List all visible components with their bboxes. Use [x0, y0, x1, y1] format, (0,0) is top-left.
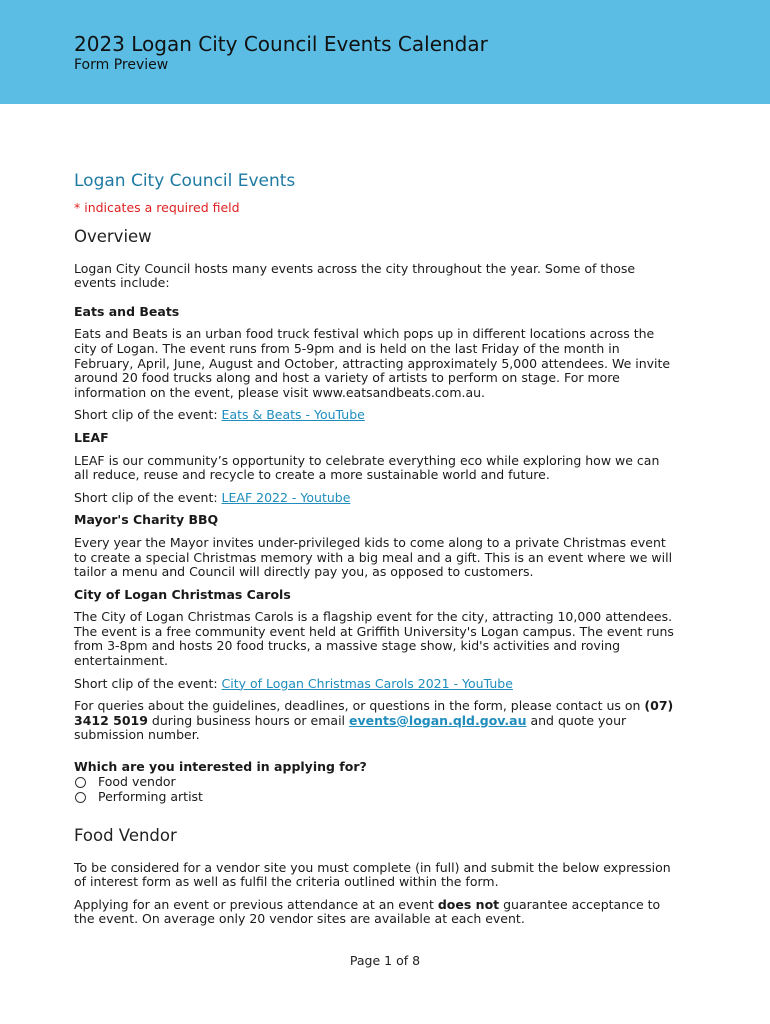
clip-prefix: Short clip of the event: — [74, 675, 222, 691]
para-text: guarantee acceptance to the event. On average only 20 vendor sites are available at each event. — [74, 896, 661, 927]
eats-body: Eats and Beats is an urban food truck festival which pops up in different locations across the city of Logan. The event runs from 5-9pm and is held on the last Friday of the month in February, April, June, August and October, attracting approximately 5,000 attendees. We invite around 20 food trucks along and host a variety of artists to perform on stage. For more information on the event, please visit www.eatsandbeats.com.au. — [74, 326, 671, 400]
contact-text: and quote your submission number. — [74, 712, 627, 743]
contact-phone: (07) 3412 5019 — [74, 698, 674, 728]
bbq-body: Every year the Mayor invites under-privileged kids to come along to a private Christmas event to create a special Christmas memory with a big meal and a gift. This is an event where we will tailor a menu and Council will directly pay you, as opposed to customers. — [74, 534, 673, 580]
clip-prefix: Short clip of the event: — [74, 489, 222, 505]
carols-body: The City of Logan Christmas Carols is a flagship event for the city, attracting 10,000 attendees. The event is a free community event held at Griffith University's Logan campus. The event runs from 3-8pm and hosts 20 food trucks, a massive stage show, kid's activities and roving entertainment. — [74, 609, 674, 669]
contact-text: For queries about the guidelines, deadlines, or questions in the form, please contact us on — [74, 698, 645, 714]
page-number: Page 1 of 8 — [349, 953, 421, 968]
clip-prefix: Short clip of the event: — [74, 407, 222, 423]
apply-options — [74, 775, 674, 805]
overview-intro: Logan City Council hosts many events across the city throughout the year. Some of those events include: — [74, 260, 636, 291]
option-performing-artist[interactable] — [74, 790, 674, 805]
eats-heading: Eats and Beats — [74, 303, 180, 319]
eats-clip — [74, 408, 674, 423]
page-subtitle: Form Preview — [74, 57, 169, 73]
carols-youtube-link[interactable]: City of Logan Christmas Carols 2021 - YouTube — [221, 675, 513, 691]
leaf-body: LEAF is our community’s opportunity to celebrate everything eco while exploring how we can all reduce, reuse and recycle to create a more sustainable world and future. — [74, 452, 660, 483]
leaf-youtube-link[interactable]: LEAF 2022 - Youtube — [221, 489, 351, 505]
page-title: 2023 Logan City Council Events Calendar — [74, 32, 488, 56]
required-note: * indicates a required field — [74, 200, 240, 215]
overview-heading: Overview — [74, 226, 152, 246]
form-title: Logan City Council Events — [74, 171, 296, 191]
food-vendor-para2 — [74, 898, 674, 927]
para-bold-text: does not — [437, 896, 500, 912]
contact-email-link[interactable]: events@logan.qld.gov.au — [349, 712, 527, 728]
contact-info — [74, 699, 674, 743]
radio-icon[interactable] — [75, 777, 86, 788]
option-label: Performing artist — [98, 788, 203, 804]
food-vendor-heading: Food Vendor — [74, 825, 177, 845]
option-label: Food vendor — [98, 773, 176, 789]
header-banner — [0, 0, 770, 104]
form-content — [74, 170, 674, 927]
leaf-heading: LEAF — [74, 429, 109, 445]
para-text: Applying for an event or previous attendance at an event — [74, 896, 438, 912]
apply-question-label: Which are you interested in applying for? — [74, 759, 367, 775]
contact-text: during business hours or email — [147, 712, 349, 728]
carols-clip — [74, 677, 674, 692]
food-vendor-para1: To be considered for a vendor site you must complete (in full) and submit the below expression of interest form as well as fulfil the criteria outlined within the form. — [74, 859, 671, 890]
radio-icon[interactable] — [75, 792, 86, 803]
eats-youtube-link[interactable]: Eats & Beats - YouTube — [221, 407, 365, 423]
leaf-clip — [74, 491, 674, 506]
carols-heading: City of Logan Christmas Carols — [74, 586, 291, 602]
bbq-heading: Mayor's Charity BBQ — [74, 512, 219, 528]
option-food-vendor[interactable] — [74, 775, 674, 790]
